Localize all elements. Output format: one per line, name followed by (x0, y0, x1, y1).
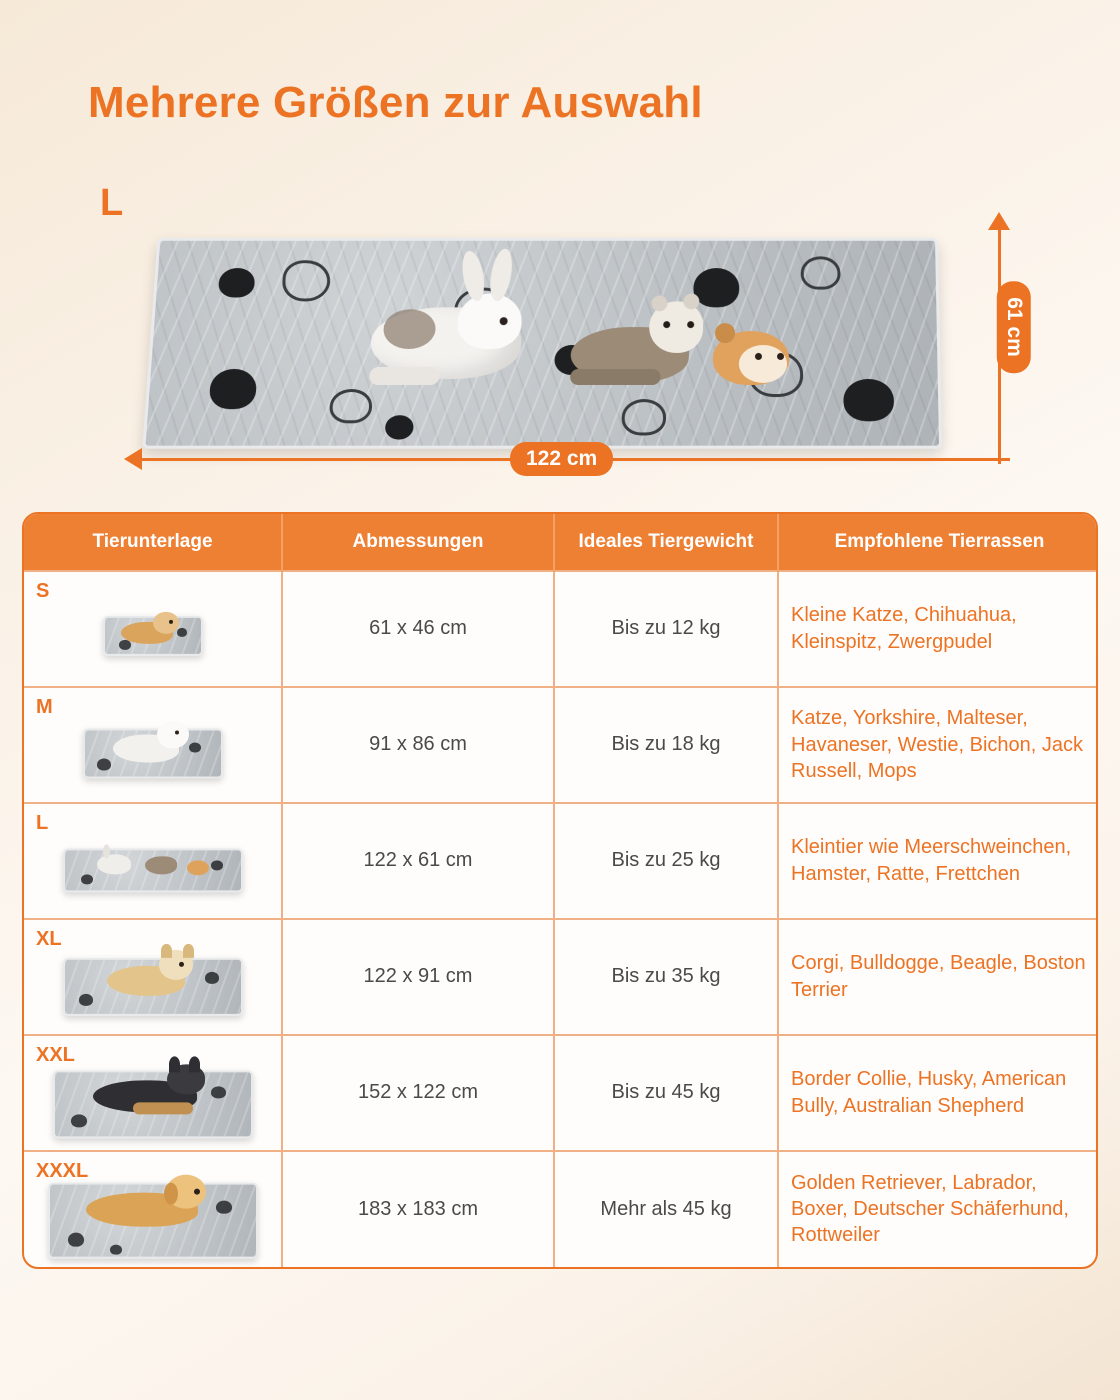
dimensions-cell: 122 x 91 cm (282, 919, 554, 1035)
size-badge: M (36, 695, 53, 718)
product-cell-m (24, 687, 282, 803)
paw-print-icon (843, 379, 894, 421)
golden-retriever-illustration (86, 1169, 226, 1231)
column-header-product: Tierunterlage (24, 514, 282, 571)
shepherd-illustration (93, 1058, 223, 1116)
rabbit-illustration (347, 249, 532, 387)
arrow-up-icon (988, 212, 1010, 230)
hero-illustration (120, 218, 1026, 470)
size-badge: S (36, 579, 50, 602)
paw-print-icon (329, 389, 373, 423)
table-row (24, 919, 1098, 1035)
paw-print-icon (218, 268, 256, 297)
size-badge: XXXL (36, 1159, 89, 1182)
bichon-illustration (113, 718, 197, 762)
small-pets-illustration (97, 840, 217, 880)
table-header-row (24, 514, 1098, 571)
column-header-dimensions: Abmessungen (282, 514, 554, 571)
dimensions-cell: 91 x 86 cm (282, 687, 554, 803)
breeds-cell: Katze, Yorkshire, Malteser, Havaneser, Westie, Bichon, Jack Russell, Mops (778, 687, 1098, 803)
table-row (24, 571, 1098, 687)
product-cell-xxl (24, 1035, 282, 1151)
dimensions-cell: 152 x 122 cm (282, 1035, 554, 1151)
paw-print-icon (209, 369, 258, 409)
product-cell-xxxl (24, 1151, 282, 1267)
table-row (24, 1035, 1098, 1151)
ferret-illustration (570, 282, 722, 401)
breeds-cell: Border Collie, Husky, American Bully, Australian Shepherd (778, 1035, 1098, 1151)
size-badge: L (36, 811, 49, 834)
size-badge: XXL (36, 1043, 75, 1066)
mat-thumbnail-l (63, 834, 243, 892)
dimensions-cell: 122 x 61 cm (282, 803, 554, 919)
table-row (24, 687, 1098, 803)
hero-size-label: L (100, 182, 124, 224)
column-header-breeds: Empfohlene Tierrassen (778, 514, 1098, 571)
product-cell-s (24, 571, 282, 687)
paw-print-icon (621, 399, 666, 435)
breeds-cell: Kleine Katze, Chihuahua, Kleinspitz, Zwergpudel (778, 571, 1098, 687)
width-label: 122 cm (510, 442, 613, 476)
arrow-left-icon (124, 448, 142, 470)
table-row (24, 1151, 1098, 1267)
dimensions-cell: 61 x 46 cm (282, 571, 554, 687)
weight-cell: Bis zu 35 kg (554, 919, 778, 1035)
pomeranian-illustration (119, 610, 185, 644)
weight-cell: Mehr als 45 kg (554, 1151, 778, 1267)
paw-print-icon (281, 260, 331, 301)
paw-print-icon (385, 415, 414, 439)
hero-pet-mat (142, 238, 942, 449)
size-badge: XL (36, 927, 62, 950)
weight-cell: Bis zu 12 kg (554, 571, 778, 687)
hamster-illustration (709, 311, 802, 395)
product-cell-l (24, 803, 282, 919)
breeds-cell: Golden Retriever, Labrador, Boxer, Deutscher Schäferhund, Rottweiler (778, 1151, 1098, 1267)
breeds-cell: Corgi, Bulldogge, Beagle, Boston Terrier (778, 919, 1098, 1035)
height-label: 61 cm (997, 281, 1031, 373)
weight-cell: Bis zu 25 kg (554, 803, 778, 919)
table-row (24, 803, 1098, 919)
page-title: Mehrere Größen zur Auswahl (88, 78, 703, 127)
dimensions-cell: 183 x 183 cm (282, 1151, 554, 1267)
weight-cell: Bis zu 45 kg (554, 1035, 778, 1151)
column-header-weight: Ideales Tiergewicht (554, 514, 778, 571)
size-comparison-table (22, 512, 1098, 1269)
mat-thumbnail-m (83, 716, 223, 778)
mat-thumbnail-xxxl (48, 1167, 258, 1259)
mat-thumbnail-xxl (53, 1054, 253, 1138)
breeds-cell: Kleintier wie Meerschweinchen, Hamster, Ratte, Frettchen (778, 803, 1098, 919)
weight-cell: Bis zu 18 kg (554, 687, 778, 803)
product-cell-xl (24, 919, 282, 1035)
mat-thumbnail-xl (63, 944, 243, 1016)
paw-print-icon (801, 256, 841, 289)
mat-thumbnail-s (103, 608, 203, 654)
corgi-illustration (107, 948, 207, 998)
